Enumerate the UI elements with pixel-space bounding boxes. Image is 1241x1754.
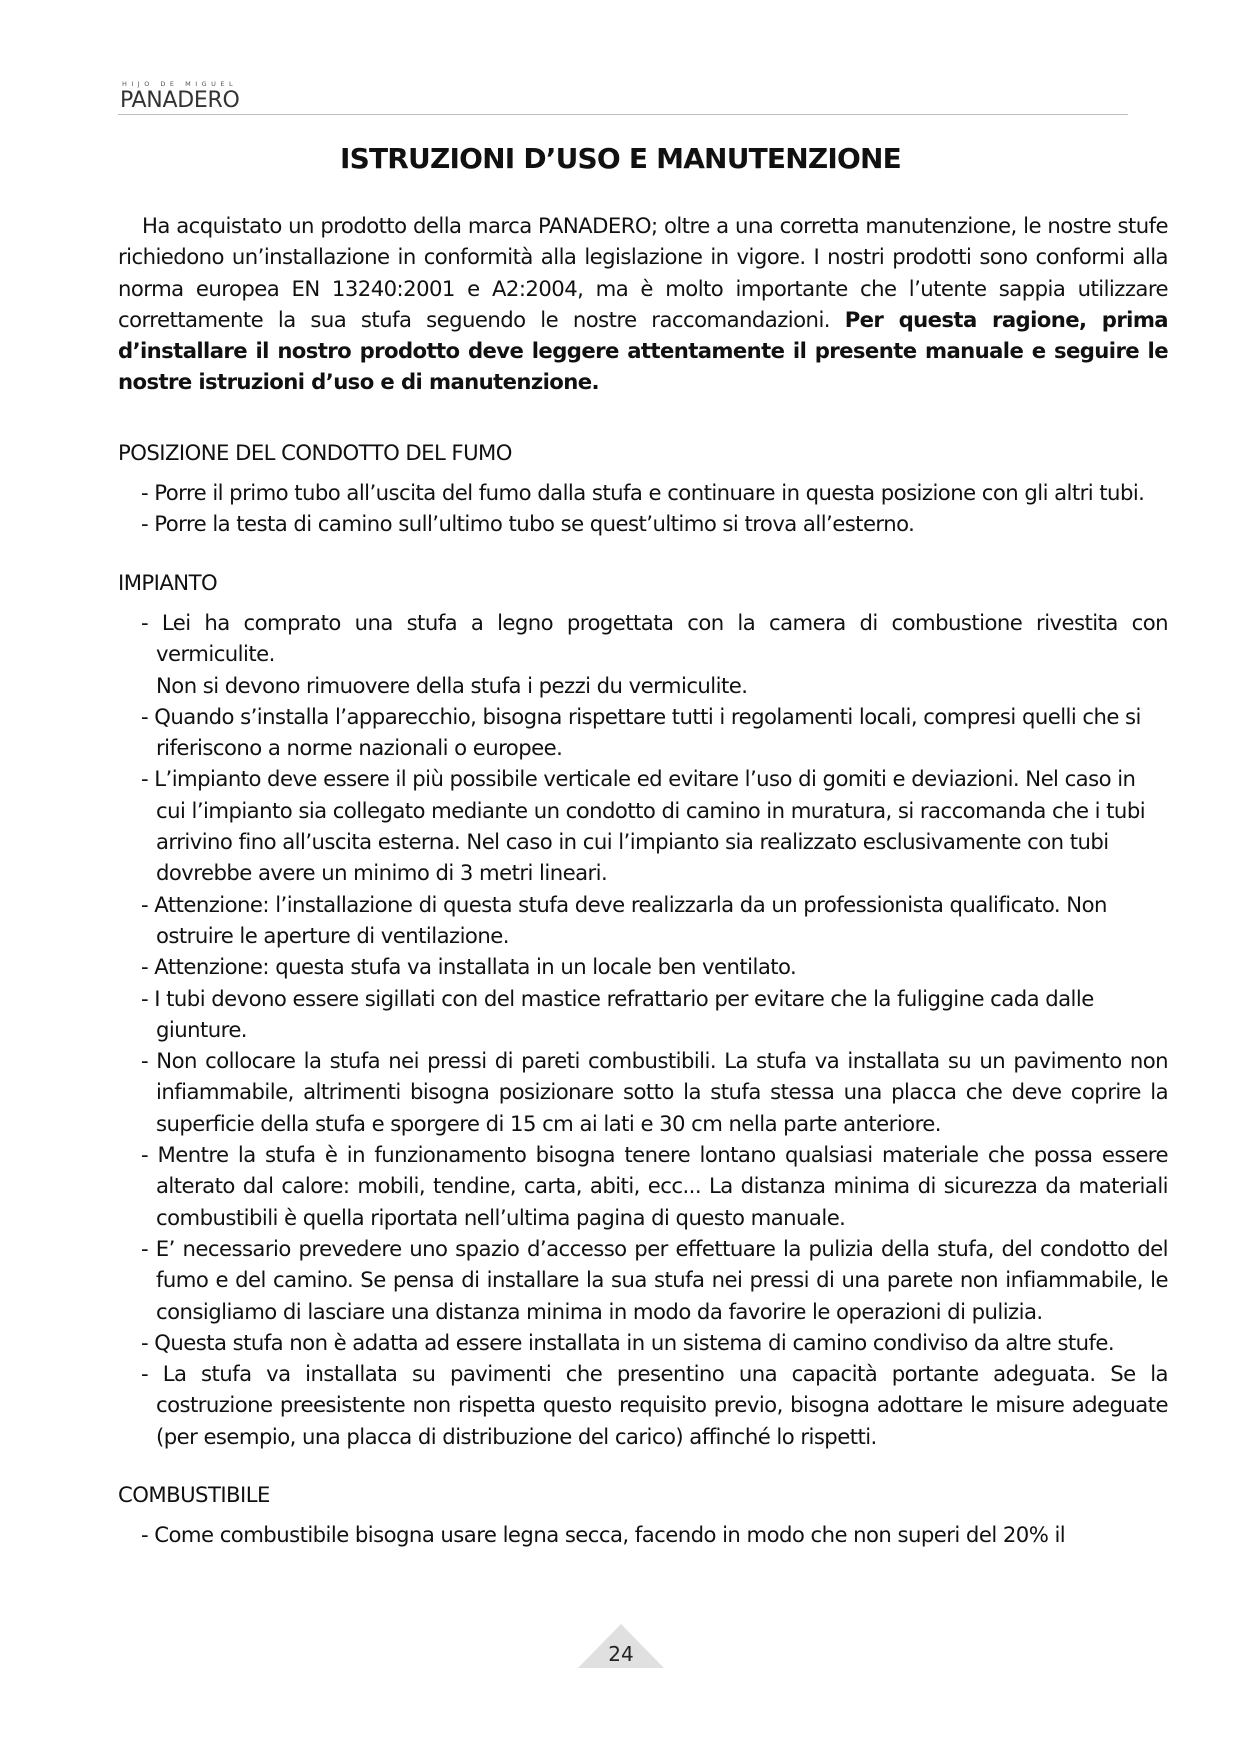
section-title-fumo: POSIZIONE DEL CONDOTTO DEL FUMO bbox=[118, 439, 512, 465]
intro-paragraph bbox=[118, 210, 1168, 398]
intro-bold-text: Per questa ragione, prima d’installare il nostro prodotto deve leggere attentamente il presente manuale e seguire le nostre istruzioni d’uso e di manutenzione. bbox=[118, 306, 1169, 395]
list-item: - Attenzione: questa stufa va installata in un locale ben ventilato. bbox=[141, 954, 797, 980]
list-item: - Porre il primo tubo all’uscita del fumo dalla stufa e continuare in questa posizione con gli altri tubi. bbox=[141, 480, 1145, 506]
page-footer bbox=[0, 1624, 1241, 1674]
list-item: - Non collocare la stufa nei pressi di pareti combustibili. La stufa va installata su un pavimento non infiammabile, altrimenti bisogna posizionare sotto la stufa stessa una placca che deve coprire la superficie della stufa e sporgere di 15 cm ai lati e 30 cm nella parte anteriore. bbox=[141, 1048, 1168, 1136]
list-item: - Mentre la stufa è in funzionamento bisogna tenere lontano qualsiasi materiale che possa essere alterato dal calore: mobili, tendine, carta, abiti, ecc... La distanza minima di sicurezza da materiali combustibili è quella riportata nell’ultima pagina di questo manuale. bbox=[141, 1142, 1168, 1230]
list-combustibile bbox=[118, 1519, 1168, 1550]
section-impianto bbox=[118, 567, 1168, 1452]
list-item: - Lei ha comprato una stufa a legno progettata con la camera di combustione rivestita con vermiculite. bbox=[141, 609, 1168, 667]
list-item: - Attenzione: l’installazione di questa stufa deve realizzarla da un professionista qualificato. Non ostruire le aperture di ventilazione. bbox=[141, 891, 1107, 948]
page-number: 24 bbox=[608, 1642, 634, 1666]
brand-logo: PANADERO bbox=[120, 88, 240, 113]
list-impianto bbox=[118, 607, 1168, 1452]
section-title-impianto: IMPIANTO bbox=[118, 569, 218, 595]
section-title-combustibile: COMBUSTIBILE bbox=[118, 1481, 270, 1507]
list-item: - I tubi devono essere sigillati con del mastice refrattario per evitare che la fuliggine cada dalle giunture. bbox=[141, 985, 1094, 1042]
page-header bbox=[118, 74, 1128, 118]
intro-text: Ha acquistato un prodotto della marca PANADERO; oltre a una corretta manutenzione, le nostre stufe richiedono un’installazione in conformità alla legislazione in vigore. I nostri prodotti sono conformi alla norma europea EN 13240:2001 e A2:2004, ma è molto importante che l’utente sappia utilizzare correttamente la sua stufa seguendo le nostre raccomandazioni. bbox=[118, 213, 1168, 332]
list-item: - Quando s’installa l’apparecchio, bisogna rispettare tutti i regolamenti locali, compresi quelli che si riferiscono a norme nazionali o europee. bbox=[141, 703, 1141, 761]
list-item: - Questa stufa non è adatta ad essere installata in un sistema di camino condiviso da altre stufe. bbox=[141, 1329, 1115, 1355]
document-body bbox=[118, 210, 1168, 1551]
list-item: - E’ necessario prevedere uno spazio d’accesso per effettuare la pulizia della stufa, del condotto del fumo e del camino. Se pensa di installare la sua stufa nei pressi di una parete non infiammabile, le consigliamo di lasciare una distanza minima in modo da favorire le operazioni di pulizia. bbox=[141, 1235, 1168, 1324]
list-item: - La stufa va installata su pavimenti che presentino una capacità portante adeguata. Se la costruzione preesistente non rispetta questo requisito previo, bisogna adottare le misure adeguate (per esempio, una placca di distribuzione del carico) affinché lo rispetti. bbox=[141, 1361, 1168, 1449]
list-item: - Porre la testa di camino sull’ultimo tubo se quest’ultimo si trova all’esterno. bbox=[141, 511, 915, 537]
header-divider bbox=[118, 114, 1128, 115]
list-item: - L’impianto deve essere il più possibile verticale ed evitare l’uso di gomiti e deviazioni. Nel caso in cui l’impianto sia collegato mediante un condotto di camino in muratura, si raccomanda che i tubi arrivino fino all’uscita esterna. Nel caso in cui l’impianto sia realizzato esclusivamente con tubi dovrebbe avere un minimo di 3 metri lineari. bbox=[141, 766, 1146, 886]
page-title: ISTRUZIONI D’USO E MANUTENZIONE bbox=[340, 142, 901, 175]
list-fumo bbox=[118, 477, 1168, 540]
section-fumo bbox=[118, 437, 1168, 540]
list-item: - Come combustibile bisogna usare legna secca, facendo in modo che non superi del 20% il bbox=[141, 1522, 1066, 1548]
section-combustibile bbox=[118, 1479, 1168, 1551]
brand-tagline: HIJO DE MIGUEL bbox=[122, 80, 238, 88]
list-item-continuation: Non si devono rimuovere della stufa i pezzi du vermiculite. bbox=[156, 672, 748, 698]
